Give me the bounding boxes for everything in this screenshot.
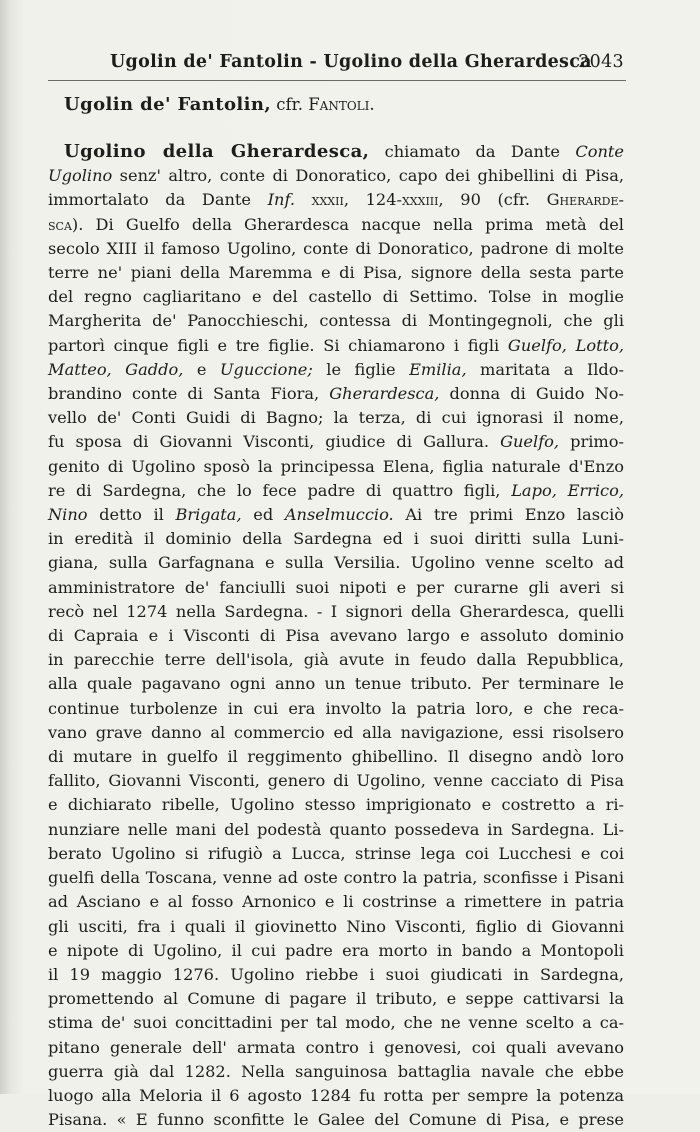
- text-line: re di Sardegna, che lo fece padre di quattro figli, Lapo, Errico,: [48, 480, 624, 500]
- entry-ugolin-de-fantolin: [64, 90, 624, 120]
- text-line: e dichiarato ribelle, Ugolino stesso imprigionato e costretto a ri-: [48, 795, 624, 815]
- text-line: gli usciti, fra i quali il giovinetto Nino Visconti, figlio di Giovanni: [48, 916, 624, 936]
- text-line: in eredità il dominio della Sardegna ed i suoi diritti sulla Luni-: [48, 529, 624, 549]
- entry-headword: Ugolino della Gherardesca,: [64, 141, 370, 162]
- text-line: terre ne' piani della Maremma e di Pisa, signore della sesta parte: [48, 263, 624, 283]
- text-line: brandino conte di Santa Fiora, Gherardesca, donna di Guido No-: [48, 384, 624, 404]
- text-line: fallito, Giovanni Visconti, genero di Ugolino, venne cacciato di Pisa: [48, 771, 624, 791]
- text-line: del regno cagliaritano e del castello di Settimo. Tolse in moglie: [48, 287, 624, 307]
- text-line: di Capraia e i Visconti di Pisa avevano largo e assoluto dominio: [48, 626, 624, 646]
- text-line: Ugolino senz' altro, conte di Donoratico, capo dei ghibellini di Pisa,: [48, 166, 624, 186]
- text-line: guerra già dal 1282. Nella sanguinosa battaglia navale che ebbe: [48, 1061, 624, 1081]
- text-line: di mutare in guelfo il reggimento ghibellino. Il disegno andò loro: [48, 747, 624, 767]
- text-line: Ugolino della Gherardesca, chiamato da Dante Conte: [64, 141, 624, 162]
- text-line: giana, sulla Garfagnana e sulla Versilia. Ugolino venne scelto ad: [48, 553, 624, 573]
- entry-headword: Ugolin de' Fantolin,: [64, 94, 272, 115]
- cross-reference-target: Fantoli.: [308, 95, 375, 114]
- text-line: nunziare nelle mani del podestà quanto possedeva in Sardegna. Li-: [48, 819, 624, 839]
- text-line: berato Ugolino si rifugiò a Lucca, strinse lega coi Lucchesi e coi: [48, 843, 624, 863]
- cross-reference: cfr. Fantoli.: [276, 95, 375, 114]
- text-line: in parecchie terre dell'isola, già avute in feudo dalla Repubblica,: [48, 650, 624, 670]
- text-line: stima de' suoi concittadini per tal modo, che ne venne scelto a ca-: [48, 1013, 624, 1033]
- text-line: continue turbolenze in cui era involto la patria loro, e che reca-: [48, 698, 624, 718]
- text-line: luogo alla Meloria il 6 agosto 1284 fu rotta per sempre la potenza: [48, 1085, 624, 1105]
- running-title: Ugolin de' Fantolin - Ugolino della Gherardesca: [110, 52, 592, 72]
- text-line: Matteo, Gaddo, e Uguccione; le figlie Emilia, maritata a Ildo-: [48, 359, 625, 379]
- text-line: ad Asciano e al fosso Arnonico e li costrinse a rimettere in patria: [48, 892, 624, 912]
- text-line: Margherita de' Panocchieschi, contessa di Montingegnoli, che gli: [48, 311, 624, 331]
- text-line: recò nel 1274 nella Sardegna. - I signori della Gherardesca, quelli: [48, 601, 624, 621]
- text-line: promettendo al Comune di pagare il tributo, e seppe cattivarsi la: [48, 989, 624, 1009]
- text-line: Nino detto il Brigata, ed Anselmuccio. Ai tre primi Enzo lasciò: [48, 505, 624, 525]
- text-line: immortalato da Dante Inf. xxxii, 124-xxxiii, 90 (cfr. Gherarde-: [48, 190, 624, 210]
- text-line: il 19 maggio 1276. Ugolino riebbe i suoi giudicati in Sardegna,: [48, 964, 624, 984]
- text-line: amministratore de' fanciulli suoi nipoti e per curarne gli averi si: [48, 577, 624, 597]
- entry-ugolino-della-gherardesca: [48, 140, 624, 1132]
- text-line: secolo XIII il famoso Ugolino, conte di Donoratico, padrone di molte: [48, 238, 624, 258]
- running-header: [48, 46, 626, 81]
- text-line: vano grave danno al commercio ed alla navigazione, essi risolsero: [48, 722, 624, 742]
- text-line: alla quale pagavano ogni anno un tenue tributo. Per terminare le: [48, 674, 624, 694]
- text-line: partorì cinque figli e tre figlie. Si chiamarono i figli Guelfo, Lotto,: [48, 335, 625, 355]
- text-line: vello de' Conti Guidi di Bagno; la terza, di cui ignorasi il nome,: [48, 408, 624, 428]
- text-line: Pisana. « E funno sconfitte le Galee del Comune di Pisa, e prese: [48, 1110, 624, 1130]
- text-line: pitano generale dell' armata contro i genovesi, coi quali avevano: [48, 1037, 624, 1057]
- page-number: 2043: [578, 52, 624, 72]
- text-line: sca). Di Guelfo della Gherardesca nacque nella prima metà del: [48, 214, 624, 234]
- text-line: e nipote di Ugolino, il cui padre era morto in bando a Montopoli: [48, 940, 624, 960]
- text-line: fu sposa di Giovanni Visconti, giudice di Gallura. Guelfo, primo-: [48, 432, 624, 452]
- text-line: genito di Ugolino sposò la principessa Elena, figlia naturale d'Enzo: [48, 456, 624, 476]
- text-line: guelfi della Toscana, venne ad oste contro la patria, sconfisse i Pisani: [48, 868, 624, 888]
